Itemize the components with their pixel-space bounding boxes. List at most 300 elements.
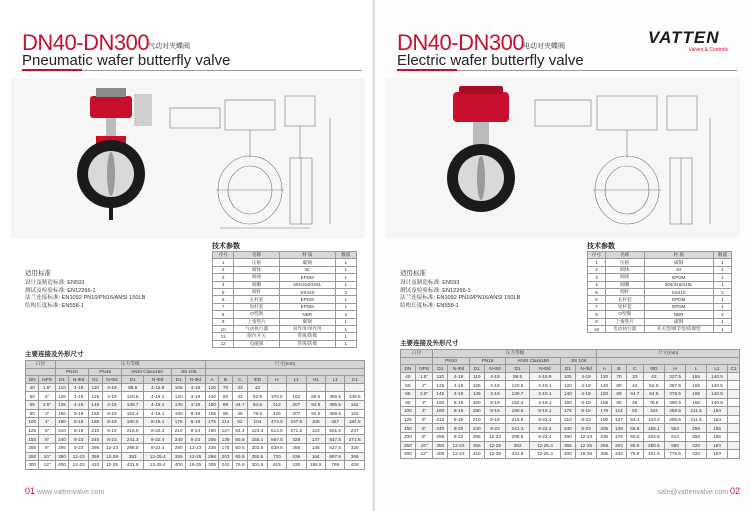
table-row xyxy=(26,435,365,444)
dim-cell: 210 xyxy=(55,426,68,435)
dim-cell: 376.5 xyxy=(267,392,286,401)
dim-header-cell: JIS 10K xyxy=(172,368,205,376)
dim-cell: 215.9 xyxy=(122,426,144,435)
dim-cell xyxy=(287,383,306,392)
dim-cell: 8-19 xyxy=(448,415,470,424)
dim-cell: 355 xyxy=(469,441,484,450)
dim-cell: 8-19 xyxy=(448,407,470,416)
param-cell: 1 xyxy=(335,340,356,347)
param-cell: 6 xyxy=(213,296,234,303)
dim-cell: 150 xyxy=(561,398,576,407)
param-header-cell: 数量 xyxy=(335,252,356,259)
param-cell: 1 xyxy=(335,274,356,281)
standards-heading: 适用标准 xyxy=(25,270,51,277)
table-row xyxy=(401,398,740,407)
dim-cell: 175 xyxy=(219,443,232,452)
dim-cell: 108 xyxy=(306,418,325,427)
dim-cell: 320 xyxy=(686,441,707,450)
dim-header-row xyxy=(401,365,740,373)
dim-cell: 366 xyxy=(345,452,365,461)
param-cell: O型圈 xyxy=(234,311,280,318)
dim-cell: 240 xyxy=(172,435,185,444)
param-cell: 上推垫片 xyxy=(606,318,644,325)
dim-cell: 60.6 xyxy=(232,443,247,452)
dim-cell: 150 xyxy=(205,400,218,409)
standard-line: 法兰连接标准: EN1092 PN10/PN16/ANSI 150LB xyxy=(25,295,146,302)
param-cell: 1 xyxy=(213,259,234,266)
param-cell: 1 xyxy=(335,259,356,266)
dim-header-cell: D1 xyxy=(561,365,576,373)
dim-cell: 162 xyxy=(287,392,306,401)
dim-cell: 8-19 xyxy=(484,398,506,407)
param-cell: 碳钢 xyxy=(279,259,335,266)
dim-cell: 815 xyxy=(267,461,286,470)
dim-cell: 12" xyxy=(415,450,433,459)
dim-cell: 205 xyxy=(205,435,218,444)
dim-cell: 720 xyxy=(267,452,286,461)
dim-header-cell: A xyxy=(205,376,218,384)
dim-cell xyxy=(728,432,740,441)
param-cell: 2 xyxy=(588,266,606,273)
param-header-cell: 序号 xyxy=(588,252,606,259)
dim-cell: 328 xyxy=(287,435,306,444)
table-row xyxy=(213,296,357,303)
dim-cell: 12-23 xyxy=(69,461,89,470)
dim-cell: 241.3 xyxy=(122,435,144,444)
table-row xyxy=(588,296,732,303)
dim-cell: 301.5 xyxy=(643,450,664,459)
dim-cell: 4-19 xyxy=(69,383,89,392)
dim-cell xyxy=(728,407,740,416)
param-cell: 1 xyxy=(335,303,356,310)
dim-cell: 125 xyxy=(469,381,484,390)
dim-cell xyxy=(728,450,740,459)
dim-cell: 148 xyxy=(306,443,325,452)
table-row xyxy=(26,452,365,461)
param-cell: 10 xyxy=(213,325,234,332)
dim-header-cell: N-Φd xyxy=(69,376,89,384)
dim-cell: 76.9 xyxy=(232,461,247,470)
param-cell: SS410 xyxy=(644,288,713,295)
table-row xyxy=(213,318,357,325)
footer-url: www.vattenvalve.com xyxy=(36,489,105,496)
dim-cell: 12-28 xyxy=(484,450,506,459)
param-cell: 2 xyxy=(713,288,731,295)
dim-cell: 64.5 xyxy=(643,389,664,398)
dim-cell: 165 xyxy=(686,389,707,398)
dim-cell: 235 xyxy=(597,432,612,441)
dim-cell: 12-23 xyxy=(484,432,506,441)
dim-cell: 46 xyxy=(232,409,247,418)
dim-cell: 250.5 xyxy=(643,441,664,450)
param-cell: 1 xyxy=(713,266,731,273)
dim-cell: 215.9 xyxy=(506,415,529,424)
standard-line: 测试及检验标准: EN12266-1 xyxy=(400,287,471,294)
table-row xyxy=(401,389,740,398)
dim-cell: 110 xyxy=(433,372,448,381)
dim-cell: 259 xyxy=(686,432,707,441)
dim-cell: 250 xyxy=(401,441,416,450)
dim-cell: 162 xyxy=(345,409,365,418)
dim-cell: 8-19 xyxy=(448,398,470,407)
param-cell: 1 xyxy=(713,259,731,266)
dim-cell: 80 xyxy=(219,392,232,401)
dim-cell: 12-28 xyxy=(102,461,122,470)
table-row xyxy=(213,259,357,266)
dim-cell: 100 xyxy=(26,418,39,427)
dim-cell: 4-19 xyxy=(575,381,597,390)
dim-cell: 123 xyxy=(306,426,325,435)
dim-cell: 8-23 xyxy=(575,415,597,424)
dim-cell: 237 xyxy=(345,426,365,435)
dim-cell: 100 xyxy=(401,407,416,416)
param-cell: 4 xyxy=(588,281,606,288)
dim-cell: 54.4 xyxy=(232,426,247,435)
dim-cell: 52.9 xyxy=(643,381,664,390)
dim-cell: 140.5 xyxy=(706,398,727,407)
dim-cell: 43 xyxy=(248,383,267,392)
standard-line: 结构长度标准: EN558-1 xyxy=(400,302,459,309)
param-cell: DI xyxy=(644,266,713,273)
table-row xyxy=(588,311,732,318)
dim-cell: 8-23 xyxy=(448,424,470,433)
dim-cell: 409.5 xyxy=(325,409,344,418)
param-cell: 1 xyxy=(713,296,731,303)
dim-header-cell: DN xyxy=(401,365,416,373)
table-row xyxy=(401,407,740,416)
dim-cell: 120 xyxy=(597,372,612,381)
dim-header-cell: L xyxy=(686,365,707,373)
dim-cell: 176 xyxy=(205,418,218,427)
dim-cell: 154 xyxy=(706,415,727,424)
dim-cell: 55.8 xyxy=(626,424,643,433)
dim-cell: 164 xyxy=(306,452,325,461)
dim-cell: 240 xyxy=(561,424,576,433)
param-cell: 开关型/调节型/防爆型 xyxy=(644,325,713,332)
dim-cell: 194.5 xyxy=(345,418,365,427)
table-row xyxy=(213,274,357,281)
dim-cell: 268 xyxy=(597,441,612,450)
dim-cell xyxy=(306,383,325,392)
dim-cell: 250.5 xyxy=(248,452,267,461)
dim-header-cell: D1 xyxy=(55,376,68,384)
dim-cell: 8-22.4 xyxy=(143,435,172,444)
dim-cell: 123.4 xyxy=(643,415,664,424)
dim-cell: 175 xyxy=(612,432,627,441)
dim-cell: 165 xyxy=(686,381,707,390)
dim-cell: 50 xyxy=(26,392,39,401)
cn-title: 电动对夹蝶阀 xyxy=(523,43,565,50)
table-row xyxy=(213,333,357,340)
dim-cell: 43 xyxy=(643,372,664,381)
param-cell: 压板 xyxy=(234,259,280,266)
dim-cell: 12-25 xyxy=(185,452,205,461)
footer-email: sale@vattenvalve.com xyxy=(657,489,729,496)
dim-cell: 8-23 xyxy=(102,435,122,444)
param-cell: 阀座 xyxy=(606,274,644,281)
dim-cell: 3" xyxy=(415,398,433,407)
dim-cell: 158 xyxy=(205,409,218,418)
title-accent xyxy=(397,69,457,71)
right-page xyxy=(375,0,750,511)
dim-cell: 46 xyxy=(626,398,643,407)
param-cell: DI xyxy=(279,266,335,273)
logo-tagline: Valves & Controls xyxy=(688,47,728,53)
dim-header-cell: PN10 xyxy=(55,368,88,376)
dim-header-cell: L1 xyxy=(706,365,727,373)
dim-header-cell: D1 xyxy=(172,376,185,384)
dim-header-cell: C1 xyxy=(345,376,365,384)
dim-cell: 186 xyxy=(706,424,727,433)
standards-list xyxy=(400,280,520,310)
dim-cell: 114 xyxy=(612,407,627,416)
dim-cell: 327.5 xyxy=(664,372,685,381)
dim-header-cell: B xyxy=(219,376,232,384)
table-row xyxy=(588,259,732,266)
dim-header-cell: H xyxy=(267,376,286,384)
dim-cell: 54.4 xyxy=(626,415,643,424)
table-row xyxy=(213,311,357,318)
dim-header-cell: PN16 xyxy=(89,368,122,376)
param-cell: 碳钢 xyxy=(644,259,713,266)
dim-header-cell xyxy=(401,357,433,365)
dim-cell: 12-23 xyxy=(448,450,470,459)
dim-cell: 8-19 xyxy=(484,407,506,416)
dim-cell: 8-22.4 xyxy=(529,432,560,441)
dim-header-cell: B xyxy=(612,365,627,373)
dim-cell: 33 xyxy=(626,372,643,381)
dim-cell: 12-23 xyxy=(448,441,470,450)
dim-header-cell: D1 xyxy=(122,376,144,384)
dim-cell: 3" xyxy=(39,409,55,418)
dim-cell: 16-25 xyxy=(185,461,205,470)
param-cell: 阀瓣 xyxy=(234,281,280,288)
dim-cell: 12-25.4 xyxy=(143,461,172,470)
dim-cell: 305 xyxy=(205,461,218,470)
dim-cell: 52 xyxy=(232,418,247,427)
dim-cell: 160 xyxy=(55,409,68,418)
dim-cell: 458.5 xyxy=(664,407,685,416)
table-row xyxy=(26,409,365,418)
dim-cell: 12-25.4 xyxy=(529,441,560,450)
dim-header-cell: 尺寸(mm) xyxy=(205,361,364,369)
dim-cell: 6" xyxy=(39,435,55,444)
dim-cell: 205 xyxy=(597,424,612,433)
standards-heading: 适用标准 xyxy=(400,270,426,277)
dim-cell: 295 xyxy=(55,443,68,452)
dim-cell: 355 xyxy=(561,441,576,450)
dim-cell: 355 xyxy=(172,452,185,461)
param-cell: 12 xyxy=(213,340,234,347)
table-row xyxy=(26,461,365,470)
dim-cell: 65.5 xyxy=(232,452,247,461)
dim-cell: 145 xyxy=(469,389,484,398)
table-row xyxy=(26,418,365,427)
dim-cell: 186 xyxy=(706,432,727,441)
dim-cell: 210 xyxy=(469,415,484,424)
table-row xyxy=(588,325,732,332)
dim-cell: 55.8 xyxy=(232,435,247,444)
dim-cell: 139 xyxy=(219,435,232,444)
dim-cell: 78.8 xyxy=(248,409,267,418)
dim-cell: 152.4 xyxy=(122,409,144,418)
dim-cell: 104 xyxy=(248,418,267,427)
dim-header-row xyxy=(26,361,365,369)
dim-cell: 202.5 xyxy=(643,432,664,441)
dim-cell: 4" xyxy=(39,418,55,427)
dim-header-row xyxy=(401,350,740,358)
param-cell: EPDM xyxy=(279,296,335,303)
param-header-row xyxy=(588,252,732,259)
dim-cell xyxy=(728,441,740,450)
page-number: 02 xyxy=(729,486,740,496)
dim-cell: 4-19.1 xyxy=(143,409,172,418)
dim-cell: 80 xyxy=(26,409,39,418)
dim-cell: 160 xyxy=(433,398,448,407)
dim-cell: 426 xyxy=(267,409,286,418)
dim-cell: 300 xyxy=(26,461,39,470)
param-cell: 碳钢 xyxy=(279,318,335,325)
dim-cell: 180 xyxy=(55,418,68,427)
dim-cell: 60.6 xyxy=(626,432,643,441)
dim-cell: 44.7 xyxy=(232,400,247,409)
dim-cell xyxy=(728,415,740,424)
table-row xyxy=(588,281,732,288)
param-cell: EPDM xyxy=(644,274,713,281)
dim-header-cell: D1 xyxy=(506,365,529,373)
dim-header-cell: ΦD xyxy=(248,376,267,384)
param-cell: 1 xyxy=(335,325,356,332)
dim-header-cell: N-Φd xyxy=(529,365,560,373)
param-cell: 1 xyxy=(335,266,356,273)
dim-header-cell: N-Φd xyxy=(143,376,172,384)
table-row xyxy=(26,392,365,401)
dim-cell: 355 xyxy=(89,452,102,461)
dim-cell: 400 xyxy=(561,450,576,459)
param-cell: 2 xyxy=(713,311,731,318)
dim-cell: 12-28 xyxy=(484,441,506,450)
dim-cell: 160 xyxy=(89,409,102,418)
product-illustration xyxy=(385,78,740,238)
page-footer xyxy=(25,486,104,496)
param-cell: 7 xyxy=(213,303,234,310)
dim-cell: 127 xyxy=(612,415,627,424)
dim-cell: 4-19 xyxy=(69,400,89,409)
dim-cell: 613 xyxy=(664,432,685,441)
param-cell: 1 xyxy=(713,281,731,288)
dim-header-cell: A xyxy=(597,365,612,373)
model-title: DN40-DN300 xyxy=(397,30,525,55)
dim-cell: 8-19 xyxy=(69,409,89,418)
dim-header-cell: DN xyxy=(26,376,39,384)
dim-cell: 328 xyxy=(345,443,365,452)
dim-cell: 202.5 xyxy=(248,443,267,452)
standard-line: 结构长度标准: EN558-1 xyxy=(25,302,84,309)
dim-cell: 76.9 xyxy=(626,450,643,459)
dim-cell: 98.5 xyxy=(506,372,529,381)
param-cell: 气动执行器 xyxy=(234,325,280,332)
standard-line: 测试及检验标准: EN12266-1 xyxy=(25,287,96,294)
dim-cell: 295 xyxy=(433,432,448,441)
dimensions-heading: 主要连接及外形尺寸 xyxy=(400,340,459,347)
param-cell: 电动执行器 xyxy=(606,325,644,332)
dim-header-cell: L1 xyxy=(325,376,344,384)
dim-cell: 145 xyxy=(89,400,102,409)
dim-cell: 150 xyxy=(26,435,39,444)
en-title: Pneumatic wafer butterfly valve xyxy=(22,52,231,69)
dim-cell: 150 xyxy=(172,409,185,418)
dim-header-cell: C1 xyxy=(728,365,740,373)
dim-cell: 145 xyxy=(433,389,448,398)
param-cell: 1 xyxy=(335,281,356,288)
dim-cell: 89 xyxy=(219,400,232,409)
dim-header-cell: ANSI Class150 xyxy=(122,368,172,376)
dim-cell: 1.5" xyxy=(39,383,55,392)
dim-cell: 8-19.1 xyxy=(529,407,560,416)
dim-cell: 410 xyxy=(469,450,484,459)
dim-cell: 8-19 xyxy=(575,407,597,416)
dim-cell: 211.5 xyxy=(686,407,707,416)
table-row xyxy=(213,266,357,273)
dim-cell: 400 xyxy=(433,450,448,459)
dim-cell: 139.7 xyxy=(506,389,529,398)
dim-cell: 4-19 xyxy=(575,372,597,381)
dim-cell: 110 xyxy=(55,383,68,392)
dim-cell: 4-19 xyxy=(484,389,506,398)
dim-cell: 33 xyxy=(232,383,247,392)
dim-cell: 4-19 xyxy=(575,389,597,398)
param-header-cell: 材 质 xyxy=(279,252,335,259)
dim-cell: 1.5" xyxy=(415,372,433,381)
param-cell: EPDM xyxy=(644,303,713,310)
param-cell: 上推垫片 xyxy=(234,318,280,325)
dim-header-cell xyxy=(205,368,364,376)
param-cell: 1 xyxy=(713,325,731,332)
table-row xyxy=(213,325,357,332)
dim-header-cell: D1 xyxy=(89,376,102,384)
param-cell: 6 xyxy=(588,296,606,303)
dim-cell: 65.5 xyxy=(626,441,643,450)
param-cell: EPDM xyxy=(279,303,335,310)
dim-cell: 4-19 xyxy=(102,383,122,392)
dim-cell: 89 xyxy=(612,389,627,398)
dim-cell: 120.6 xyxy=(506,381,529,390)
param-header-cell: 数量 xyxy=(713,252,731,259)
dim-cell: 140 xyxy=(172,400,185,409)
dim-cell xyxy=(728,372,740,381)
dim-cell: 190 xyxy=(597,415,612,424)
dim-header-cell: 压力等级 xyxy=(55,361,205,369)
param-cell: 1 xyxy=(713,274,731,281)
param-cell: 7 xyxy=(588,303,606,310)
dim-cell: 176 xyxy=(597,407,612,416)
param-cell: 9 xyxy=(588,318,606,325)
dim-cell: 428 xyxy=(345,461,365,470)
dim-cell: 4-19.1 xyxy=(143,400,172,409)
dimensions-heading: 主要连接及外形尺寸 xyxy=(25,351,84,358)
dim-cell: 155.1 xyxy=(643,424,664,433)
dim-header-cell: PN16 xyxy=(469,357,505,365)
dim-cell: 501.5 xyxy=(325,426,344,435)
dim-cell: 242 xyxy=(219,461,232,470)
dim-cell: 8" xyxy=(39,443,55,452)
dim-cell: 64.5 xyxy=(248,400,267,409)
dim-cell: 12-28 xyxy=(102,452,122,461)
dim-cell: 70 xyxy=(219,383,232,392)
dim-cell: 12" xyxy=(39,461,55,470)
param-header-row xyxy=(213,252,357,259)
dim-cell: 180 xyxy=(433,407,448,416)
